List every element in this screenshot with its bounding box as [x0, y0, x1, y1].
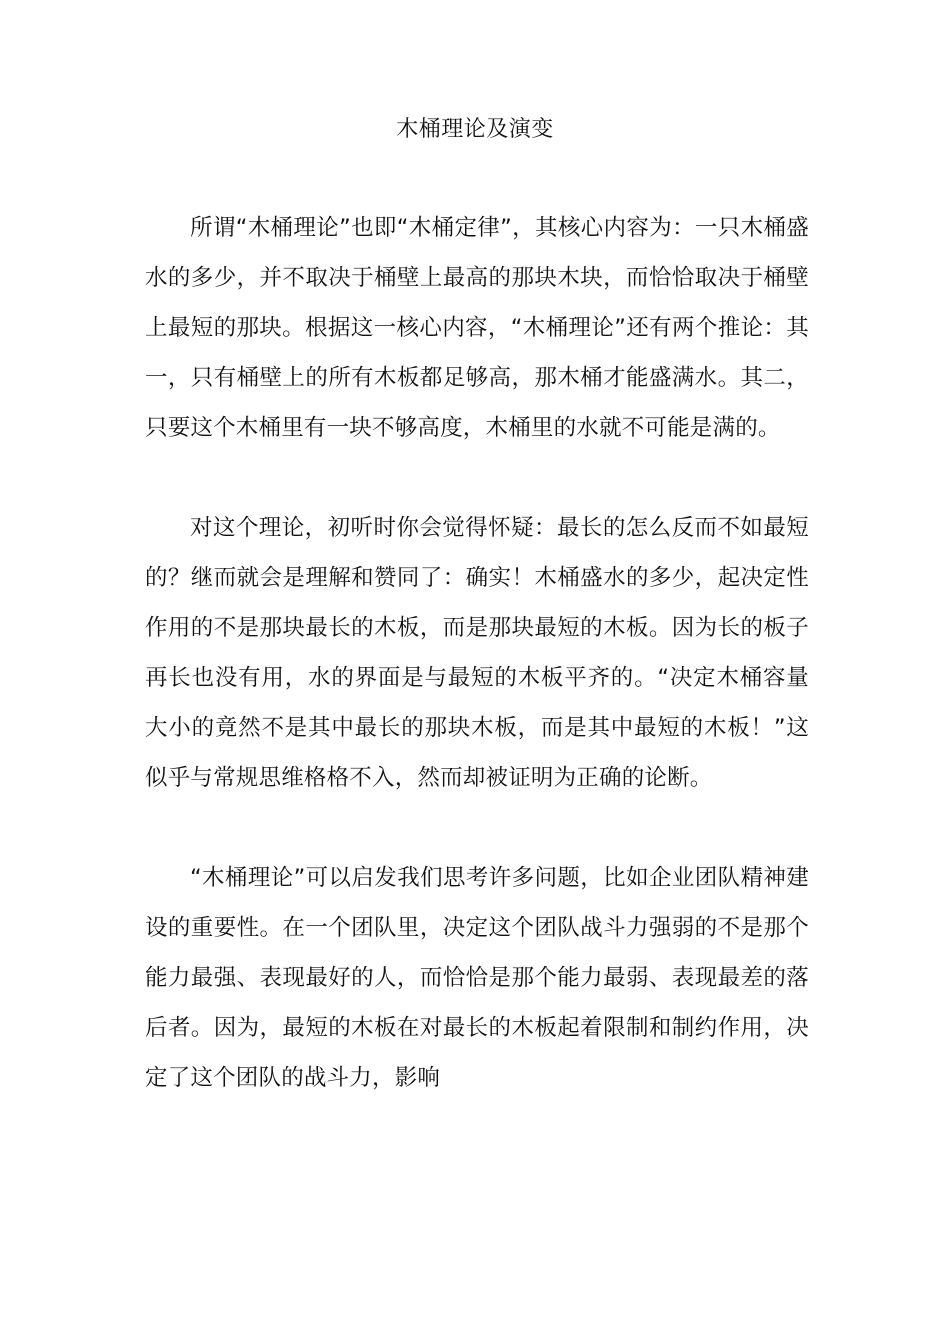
paragraph-3: “木桶理论”可以启发我们思考许多问题，比如企业团队精神建设的重要性。在一个团队里，决定这个团队战斗力强弱的不是那个能力最强、表现最好的人，而恰恰是那个能力最弱、表现最差的落后者。因为，最短的木板在对最长的木板起着限制和制约作用，决定了这个团队的战斗力，影响 [145, 865, 809, 1091]
paragraph-2: 对这个理论，初听时你会觉得怀疑：最长的怎么反而不如最短的？继而就会是理解和赞同了：确实！木桶盛水的多少，起决定性作用的不是那块最长的木板，而是那块最短的木板。因为长的板子再长也没有用，水的界面是与最短的木板平齐的。“决定木桶容量大小的竟然不是其中最长的那块木板，而是其中最短的木板！”这似乎与常规思维格格不入，然而却被证明为正确的论断。 [145, 515, 809, 791]
document-body [145, 203, 809, 1103]
document-title: 木桶理论及演变 [396, 117, 554, 142]
paragraph-1: 所谓“木桶理论”也即“木桶定律”，其核心内容为：一只木桶盛水的多少，并不取决于桶壁上最高的那块木块，而恰恰取决于桶壁上最短的那块。根据这一核心内容，“木桶理论”还有两个推论：其一，只有桶壁上的所有木板都足够高，那木桶才能盛满水。其二，只要这个木桶里有一块不够高度，木桶里的水就不可能是满的。 [145, 215, 809, 441]
